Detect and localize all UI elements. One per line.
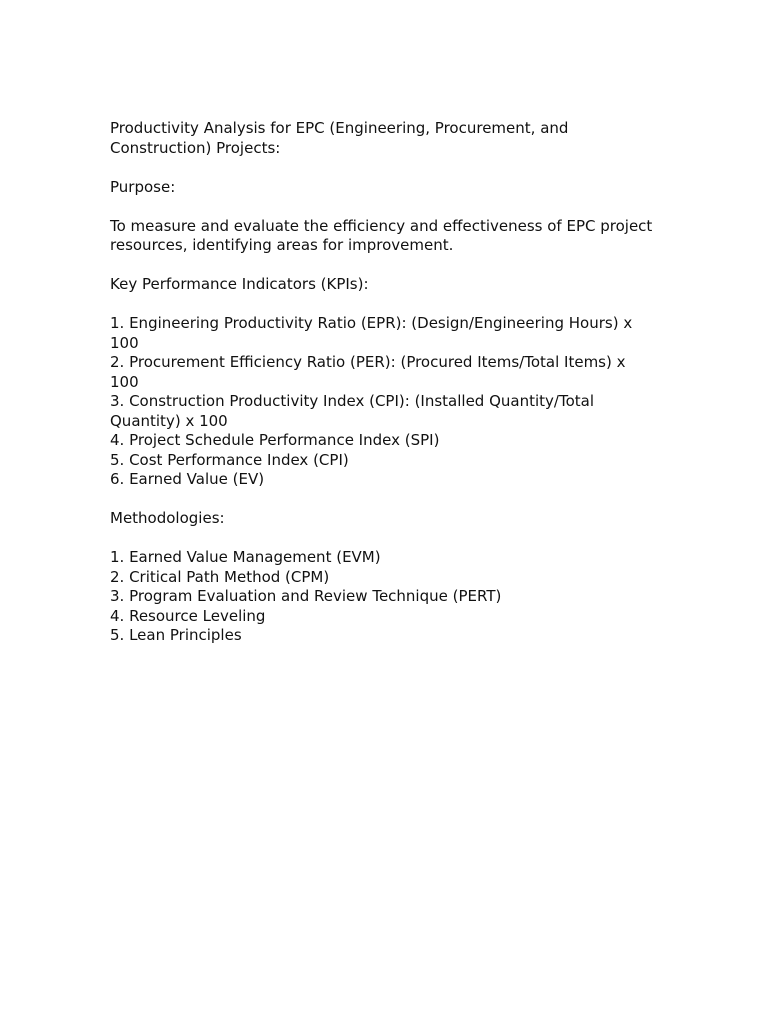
spacer (110, 490, 658, 510)
methodologies-heading: Methodologies: (110, 509, 225, 527)
purpose-text: To measure and evaluate the efficiency and effectiveness of EPC project resources, identifying areas for improvement. (110, 216, 653, 254)
kpi-item: 1. Engineering Productivity Ratio (EPR): (Design/Engineering Hours) x 100 (110, 314, 633, 352)
methodology-item: 2. Critical Path Method (CPM) (110, 567, 330, 586)
purpose-heading: Purpose: (110, 177, 176, 196)
kpi-item: 4. Project Schedule Performance Index (SPI) (110, 431, 440, 449)
methodology-item: 4. Resource Leveling (110, 606, 266, 625)
methodology-item: 3. Program Evaluation and Review Technique (PERT) (110, 587, 502, 605)
kpi-item: 6. Earned Value (EV) (110, 470, 265, 488)
methodology-item: 5. Lean Principles (110, 626, 242, 644)
spacer (110, 295, 658, 315)
document-title: Productivity Analysis for EPC (Engineering, Procurement, and Construction) Projects: (110, 119, 569, 157)
document-body (110, 119, 658, 646)
kpi-item: 2. Procurement Efficiency Ratio (PER): (Procured Items/Total Items) x 100 (110, 353, 626, 391)
methodology-item: 1. Earned Value Management (EVM) (110, 548, 381, 566)
methodologies-list (110, 548, 658, 646)
spacer (110, 197, 658, 217)
spacer (110, 158, 658, 178)
kpi-heading: Key Performance Indicators (KPIs): (110, 275, 369, 293)
spacer (110, 256, 658, 276)
kpi-item: 5. Cost Performance Index (CPI) (110, 450, 349, 469)
kpi-item: 3. Construction Productivity Index (CPI): (Installed Quantity/Total Quantity) x 100 (110, 392, 595, 430)
kpi-list (110, 314, 658, 490)
spacer (110, 529, 658, 549)
